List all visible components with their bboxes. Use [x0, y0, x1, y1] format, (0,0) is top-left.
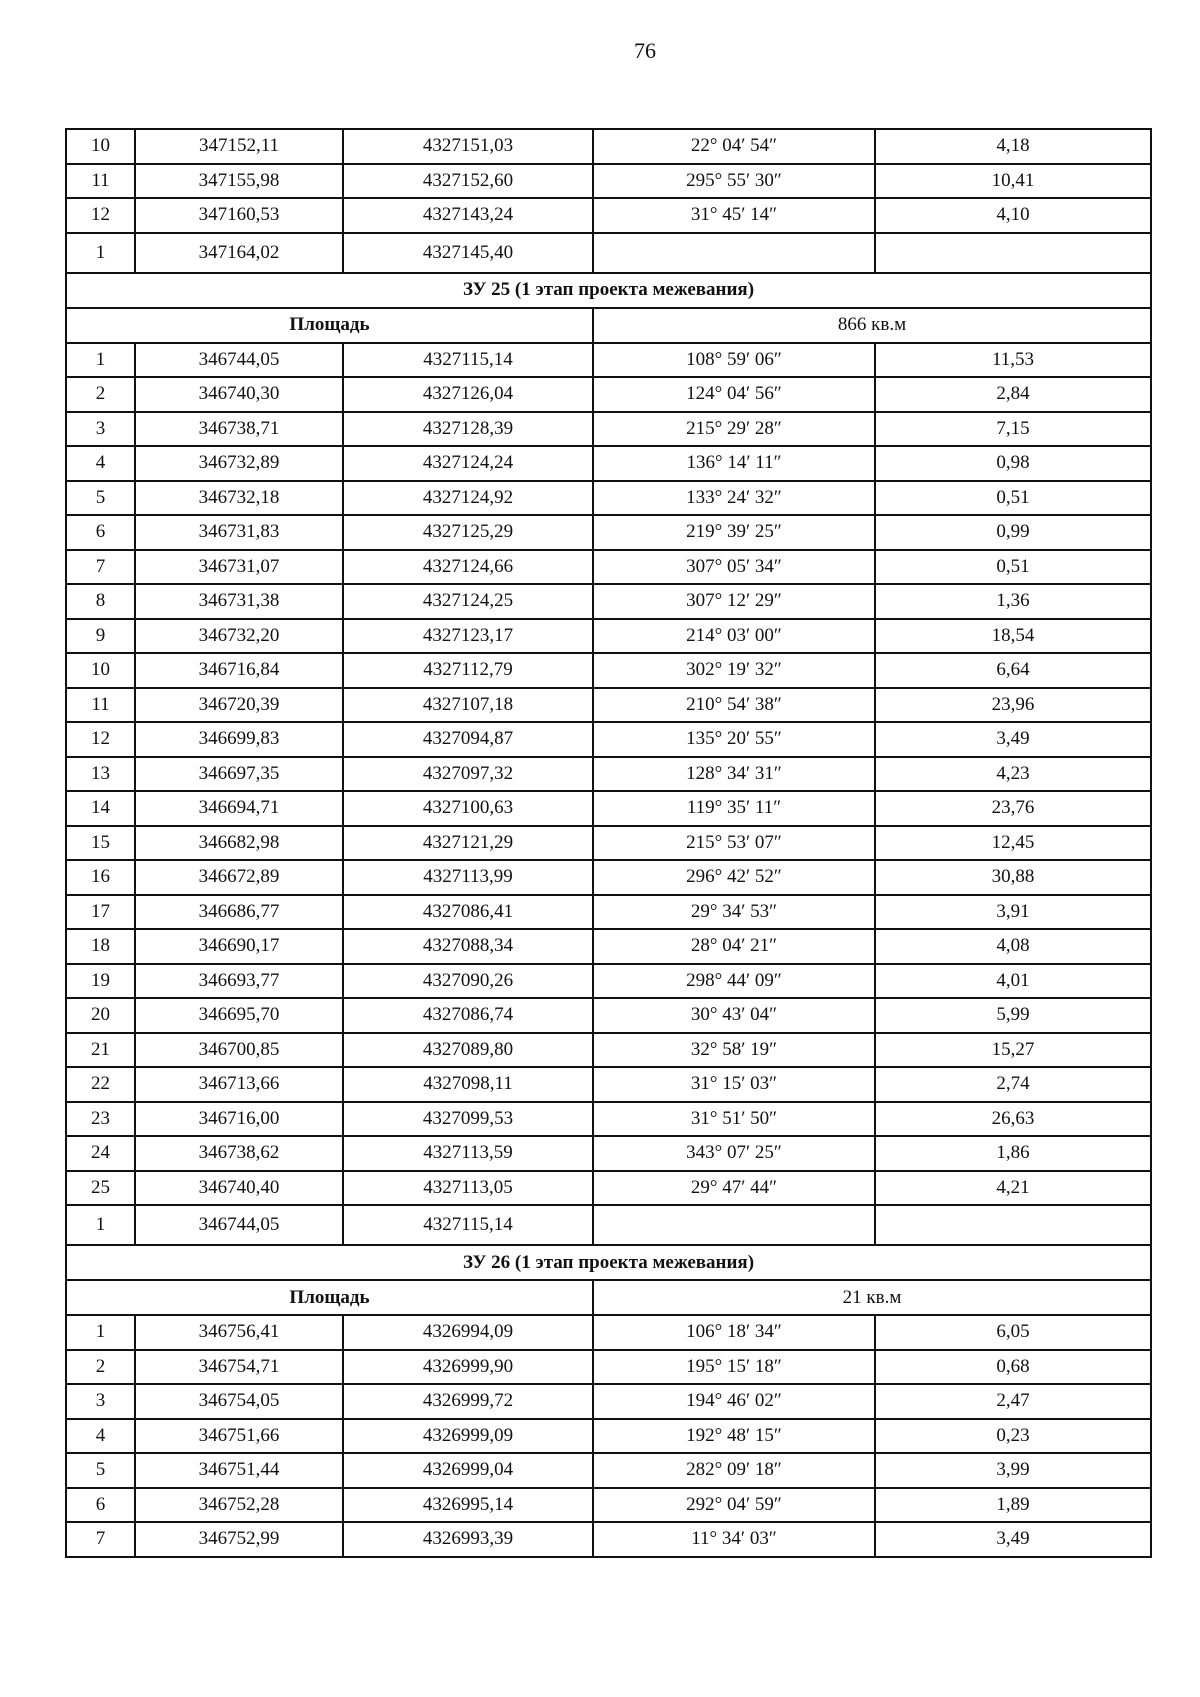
area-label: Площадь: [66, 308, 593, 343]
distance-cell: 5,99: [875, 998, 1151, 1033]
table-row: [66, 1136, 1151, 1171]
y-coordinate-cell: 4327128,39: [343, 412, 593, 447]
parcel-title: ЗУ 26 (1 этап проекта межевания): [66, 1245, 1151, 1280]
x-coordinate-cell: 347164,02: [135, 233, 343, 273]
area-value: 866 кв.м: [593, 308, 1151, 343]
distance-cell: 4,10: [875, 198, 1151, 233]
direction-angle-cell: 135° 20′ 55″: [593, 722, 875, 757]
point-number-cell: 10: [66, 129, 135, 164]
table-row: [66, 1350, 1151, 1385]
distance-cell: 0,99: [875, 515, 1151, 550]
y-coordinate-cell: 4327124,92: [343, 481, 593, 516]
distance-cell: 2,74: [875, 1067, 1151, 1102]
distance-cell: 2,84: [875, 377, 1151, 412]
parcel-area-row: [66, 1280, 1151, 1315]
table-row: [66, 515, 1151, 550]
distance-cell: 4,18: [875, 129, 1151, 164]
x-coordinate-cell: 346751,44: [135, 1453, 343, 1488]
table-row: [66, 233, 1151, 273]
x-coordinate-cell: 346699,83: [135, 722, 343, 757]
direction-angle-cell: 124° 04′ 56″: [593, 377, 875, 412]
y-coordinate-cell: 4327097,32: [343, 757, 593, 792]
parcel-area-row: [66, 308, 1151, 343]
x-coordinate-cell: 346700,85: [135, 1033, 343, 1068]
point-number-cell: 24: [66, 1136, 135, 1171]
table-row: [66, 619, 1151, 654]
x-coordinate-cell: 346716,84: [135, 653, 343, 688]
y-coordinate-cell: 4327113,05: [343, 1171, 593, 1206]
y-coordinate-cell: 4327126,04: [343, 377, 593, 412]
x-coordinate-cell: 346720,39: [135, 688, 343, 723]
direction-angle-cell: 307° 05′ 34″: [593, 550, 875, 585]
point-number-cell: 11: [66, 164, 135, 199]
point-number-cell: 11: [66, 688, 135, 723]
x-coordinate-cell: 346740,40: [135, 1171, 343, 1206]
x-coordinate-cell: 346731,07: [135, 550, 343, 585]
point-number-cell: 25: [66, 1171, 135, 1206]
parcel-title-row: [66, 1245, 1151, 1280]
x-coordinate-cell: 346756,41: [135, 1315, 343, 1350]
direction-angle-cell: 292° 04′ 59″: [593, 1488, 875, 1523]
x-coordinate-cell: 346682,98: [135, 826, 343, 861]
point-number-cell: 1: [66, 1205, 135, 1245]
y-coordinate-cell: 4327143,24: [343, 198, 593, 233]
y-coordinate-cell: 4327145,40: [343, 233, 593, 273]
point-number-cell: 21: [66, 1033, 135, 1068]
point-number-cell: 1: [66, 343, 135, 378]
direction-angle-cell: 31° 45′ 14″: [593, 198, 875, 233]
direction-angle-cell: 128° 34′ 31″: [593, 757, 875, 792]
direction-angle-cell: 32° 58′ 19″: [593, 1033, 875, 1068]
direction-angle-cell: 31° 51′ 50″: [593, 1102, 875, 1137]
point-number-cell: 2: [66, 377, 135, 412]
y-coordinate-cell: 4327089,80: [343, 1033, 593, 1068]
direction-angle-cell: 215° 29′ 28″: [593, 412, 875, 447]
y-coordinate-cell: 4327115,14: [343, 1205, 593, 1245]
point-number-cell: 5: [66, 1453, 135, 1488]
y-coordinate-cell: 4327098,11: [343, 1067, 593, 1102]
distance-cell: 10,41: [875, 164, 1151, 199]
y-coordinate-cell: 4326993,39: [343, 1522, 593, 1557]
table-row: [66, 1453, 1151, 1488]
x-coordinate-cell: 346754,71: [135, 1350, 343, 1385]
distance-cell: 11,53: [875, 343, 1151, 378]
table-row: [66, 377, 1151, 412]
y-coordinate-cell: 4326999,90: [343, 1350, 593, 1385]
table-row: [66, 1067, 1151, 1102]
y-coordinate-cell: 4327151,03: [343, 129, 593, 164]
x-coordinate-cell: 346740,30: [135, 377, 343, 412]
x-coordinate-cell: 346697,35: [135, 757, 343, 792]
y-coordinate-cell: 4327124,66: [343, 550, 593, 585]
direction-angle-cell: 22° 04′ 54″: [593, 129, 875, 164]
x-coordinate-cell: 346752,28: [135, 1488, 343, 1523]
x-coordinate-cell: 346732,20: [135, 619, 343, 654]
x-coordinate-cell: 346695,70: [135, 998, 343, 1033]
distance-cell: 4,23: [875, 757, 1151, 792]
table-row: [66, 998, 1151, 1033]
table-row: [66, 1384, 1151, 1419]
point-number-cell: 1: [66, 233, 135, 273]
point-number-cell: 14: [66, 791, 135, 826]
distance-cell: 6,64: [875, 653, 1151, 688]
x-coordinate-cell: 346686,77: [135, 895, 343, 930]
x-coordinate-cell: 346738,62: [135, 1136, 343, 1171]
direction-angle-cell: 192° 48′ 15″: [593, 1419, 875, 1454]
point-number-cell: 3: [66, 1384, 135, 1419]
coordinates-table-body: [66, 129, 1151, 1557]
distance-cell: 18,54: [875, 619, 1151, 654]
y-coordinate-cell: 4327088,34: [343, 929, 593, 964]
distance-cell: 4,21: [875, 1171, 1151, 1206]
distance-cell: 26,63: [875, 1102, 1151, 1137]
y-coordinate-cell: 4327086,74: [343, 998, 593, 1033]
point-number-cell: 5: [66, 481, 135, 516]
distance-cell: 3,99: [875, 1453, 1151, 1488]
direction-angle-cell: 210° 54′ 38″: [593, 688, 875, 723]
x-coordinate-cell: 346693,77: [135, 964, 343, 999]
direction-angle-cell: 194° 46′ 02″: [593, 1384, 875, 1419]
x-coordinate-cell: 346732,89: [135, 446, 343, 481]
direction-angle-cell: 106° 18′ 34″: [593, 1315, 875, 1350]
table-row: [66, 1488, 1151, 1523]
table-row: [66, 722, 1151, 757]
direction-angle-cell: 133° 24′ 32″: [593, 481, 875, 516]
distance-cell: 15,27: [875, 1033, 1151, 1068]
distance-cell: [875, 1205, 1151, 1245]
table-row: [66, 343, 1151, 378]
area-label: Площадь: [66, 1280, 593, 1315]
y-coordinate-cell: 4327099,53: [343, 1102, 593, 1137]
distance-cell: 23,76: [875, 791, 1151, 826]
y-coordinate-cell: 4327090,26: [343, 964, 593, 999]
y-coordinate-cell: 4327121,29: [343, 826, 593, 861]
table-row: [66, 481, 1151, 516]
y-coordinate-cell: 4326999,72: [343, 1384, 593, 1419]
table-row: [66, 164, 1151, 199]
point-number-cell: 15: [66, 826, 135, 861]
point-number-cell: 6: [66, 515, 135, 550]
x-coordinate-cell: 346690,17: [135, 929, 343, 964]
point-number-cell: 12: [66, 722, 135, 757]
table-row: [66, 412, 1151, 447]
table-row: [66, 826, 1151, 861]
x-coordinate-cell: 347155,98: [135, 164, 343, 199]
point-number-cell: 4: [66, 1419, 135, 1454]
table-row: [66, 653, 1151, 688]
point-number-cell: 2: [66, 1350, 135, 1385]
point-number-cell: 12: [66, 198, 135, 233]
table-row: [66, 791, 1151, 826]
distance-cell: 3,49: [875, 722, 1151, 757]
direction-angle-cell: [593, 1205, 875, 1245]
direction-angle-cell: 119° 35′ 11″: [593, 791, 875, 826]
distance-cell: 3,91: [875, 895, 1151, 930]
x-coordinate-cell: 346754,05: [135, 1384, 343, 1419]
y-coordinate-cell: 4327100,63: [343, 791, 593, 826]
table-row: [66, 688, 1151, 723]
point-number-cell: 6: [66, 1488, 135, 1523]
distance-cell: 7,15: [875, 412, 1151, 447]
point-number-cell: 3: [66, 412, 135, 447]
direction-angle-cell: 136° 14′ 11″: [593, 446, 875, 481]
point-number-cell: 7: [66, 1522, 135, 1557]
point-number-cell: 4: [66, 446, 135, 481]
distance-cell: 0,51: [875, 550, 1151, 585]
point-number-cell: 13: [66, 757, 135, 792]
direction-angle-cell: [593, 233, 875, 273]
table-row: [66, 964, 1151, 999]
direction-angle-cell: 302° 19′ 32″: [593, 653, 875, 688]
x-coordinate-cell: 346694,71: [135, 791, 343, 826]
point-number-cell: 23: [66, 1102, 135, 1137]
table-row: [66, 1522, 1151, 1557]
table-row: [66, 1171, 1151, 1206]
table-row: [66, 584, 1151, 619]
table-row: [66, 550, 1151, 585]
y-coordinate-cell: 4326999,09: [343, 1419, 593, 1454]
table-row: [66, 446, 1151, 481]
direction-angle-cell: 195° 15′ 18″: [593, 1350, 875, 1385]
table-row: [66, 757, 1151, 792]
point-number-cell: 10: [66, 653, 135, 688]
direction-angle-cell: 296° 42′ 52″: [593, 860, 875, 895]
y-coordinate-cell: 4327112,79: [343, 653, 593, 688]
page-number: 76: [634, 38, 656, 63]
distance-cell: 30,88: [875, 860, 1151, 895]
coordinates-table: [65, 128, 1152, 1558]
x-coordinate-cell: 346672,89: [135, 860, 343, 895]
direction-angle-cell: 214° 03′ 00″: [593, 619, 875, 654]
x-coordinate-cell: 346752,99: [135, 1522, 343, 1557]
x-coordinate-cell: 346732,18: [135, 481, 343, 516]
point-number-cell: 1: [66, 1315, 135, 1350]
distance-cell: 0,51: [875, 481, 1151, 516]
direction-angle-cell: 30° 43′ 04″: [593, 998, 875, 1033]
distance-cell: 4,01: [875, 964, 1151, 999]
table-row: [66, 929, 1151, 964]
table-row: [66, 1205, 1151, 1245]
x-coordinate-cell: 346716,00: [135, 1102, 343, 1137]
y-coordinate-cell: 4327113,59: [343, 1136, 593, 1171]
y-coordinate-cell: 4326994,09: [343, 1315, 593, 1350]
y-coordinate-cell: 4327123,17: [343, 619, 593, 654]
y-coordinate-cell: 4327152,60: [343, 164, 593, 199]
table-row: [66, 1102, 1151, 1137]
parcel-title: ЗУ 25 (1 этап проекта межевания): [66, 273, 1151, 308]
distance-cell: 0,23: [875, 1419, 1151, 1454]
direction-angle-cell: 295° 55′ 30″: [593, 164, 875, 199]
point-number-cell: 9: [66, 619, 135, 654]
distance-cell: 23,96: [875, 688, 1151, 723]
x-coordinate-cell: 346731,83: [135, 515, 343, 550]
y-coordinate-cell: 4327094,87: [343, 722, 593, 757]
y-coordinate-cell: 4326999,04: [343, 1453, 593, 1488]
y-coordinate-cell: 4327086,41: [343, 895, 593, 930]
distance-cell: 6,05: [875, 1315, 1151, 1350]
direction-angle-cell: 343° 07′ 25″: [593, 1136, 875, 1171]
x-coordinate-cell: 346713,66: [135, 1067, 343, 1102]
distance-cell: 3,49: [875, 1522, 1151, 1557]
y-coordinate-cell: 4327107,18: [343, 688, 593, 723]
point-number-cell: 18: [66, 929, 135, 964]
distance-cell: 0,98: [875, 446, 1151, 481]
distance-cell: 1,36: [875, 584, 1151, 619]
table-row: [66, 1033, 1151, 1068]
table-row: [66, 129, 1151, 164]
y-coordinate-cell: 4326995,14: [343, 1488, 593, 1523]
parcel-title-row: [66, 273, 1151, 308]
table-row: [66, 1315, 1151, 1350]
direction-angle-cell: 29° 34′ 53″: [593, 895, 875, 930]
table-row: [66, 198, 1151, 233]
y-coordinate-cell: 4327125,29: [343, 515, 593, 550]
distance-cell: 1,89: [875, 1488, 1151, 1523]
direction-angle-cell: 108° 59′ 06″: [593, 343, 875, 378]
y-coordinate-cell: 4327124,25: [343, 584, 593, 619]
x-coordinate-cell: 346744,05: [135, 343, 343, 378]
direction-angle-cell: 31° 15′ 03″: [593, 1067, 875, 1102]
direction-angle-cell: 215° 53′ 07″: [593, 826, 875, 861]
table-row: [66, 1419, 1151, 1454]
direction-angle-cell: 219° 39′ 25″: [593, 515, 875, 550]
distance-cell: [875, 233, 1151, 273]
point-number-cell: 20: [66, 998, 135, 1033]
point-number-cell: 19: [66, 964, 135, 999]
direction-angle-cell: 28° 04′ 21″: [593, 929, 875, 964]
direction-angle-cell: 11° 34′ 03″: [593, 1522, 875, 1557]
x-coordinate-cell: 346731,38: [135, 584, 343, 619]
distance-cell: 12,45: [875, 826, 1151, 861]
y-coordinate-cell: 4327113,99: [343, 860, 593, 895]
area-value: 21 кв.м: [593, 1280, 1151, 1315]
point-number-cell: 7: [66, 550, 135, 585]
table-row: [66, 895, 1151, 930]
point-number-cell: 17: [66, 895, 135, 930]
x-coordinate-cell: 346751,66: [135, 1419, 343, 1454]
direction-angle-cell: 29° 47′ 44″: [593, 1171, 875, 1206]
x-coordinate-cell: 346744,05: [135, 1205, 343, 1245]
point-number-cell: 8: [66, 584, 135, 619]
y-coordinate-cell: 4327115,14: [343, 343, 593, 378]
direction-angle-cell: 307° 12′ 29″: [593, 584, 875, 619]
distance-cell: 4,08: [875, 929, 1151, 964]
direction-angle-cell: 298° 44′ 09″: [593, 964, 875, 999]
distance-cell: 1,86: [875, 1136, 1151, 1171]
point-number-cell: 22: [66, 1067, 135, 1102]
x-coordinate-cell: 346738,71: [135, 412, 343, 447]
point-number-cell: 16: [66, 860, 135, 895]
x-coordinate-cell: 347152,11: [135, 129, 343, 164]
direction-angle-cell: 282° 09′ 18″: [593, 1453, 875, 1488]
table-row: [66, 860, 1151, 895]
distance-cell: 2,47: [875, 1384, 1151, 1419]
x-coordinate-cell: 347160,53: [135, 198, 343, 233]
y-coordinate-cell: 4327124,24: [343, 446, 593, 481]
distance-cell: 0,68: [875, 1350, 1151, 1385]
